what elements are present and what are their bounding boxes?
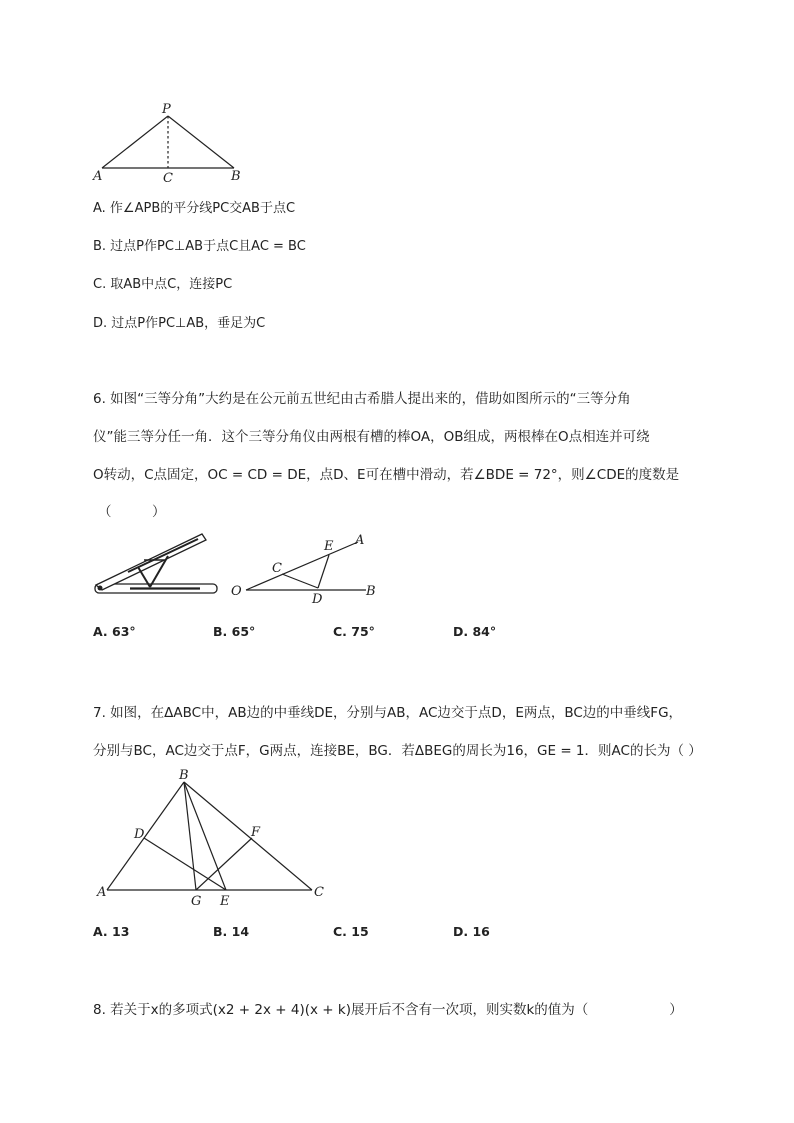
q6-option-b: B. 65° [213, 624, 256, 639]
q6-stem-line-3: O转动，C点固定，OC = CD = DE，点D、E可在槽中滑动，若∠BDE = 72°，则∠CDE的度数是 [93, 467, 680, 483]
q6-ray-oa [246, 542, 358, 590]
q6-answer-blank: （ ） [98, 504, 166, 520]
q5-option-b: B. 过点P作PC⊥AB于点C且AC = BC [93, 239, 306, 254]
q6-option-a: A. 63° [93, 624, 136, 639]
q7-triangle-figure [92, 766, 337, 911]
q5-option-c: C. 取AB中点C，连接PC [93, 277, 233, 292]
q7-segment-fg [196, 838, 252, 890]
q6-option-d: D. 84° [453, 624, 497, 639]
q7-label-b: B [179, 768, 189, 783]
q6-label-e: E [324, 539, 334, 554]
q5-label-c: C [163, 171, 173, 185]
q7-option-d: D. 16 [453, 924, 490, 939]
q6-stem-line-1: 6. 如图“三等分角”大约是在公元前五世纪由古希腊人提出来的，借助如图所示的“三等分角 [93, 391, 631, 407]
q7-label-f: F [251, 825, 261, 840]
q6-option-c: C. 75° [333, 624, 375, 639]
q5-triangle-figure [88, 100, 248, 185]
q6-angle-diagram [228, 530, 388, 605]
q6-segment-de [318, 555, 329, 588]
q6-label-o: O [231, 584, 242, 599]
q6-stem-line-2: 仪”能三等分任一角．这个三等分角仪由两根有槽的棒OA，OB组成，两根棒在O点相连并可绕 [93, 429, 650, 445]
q5-option-d: D. 过点P作PC⊥AB，垂足为C [93, 316, 266, 331]
q7-stem-line-2: 分别与BC，AC边交于点F，G两点，连接BE，BG．若ΔBEG的周长为16，GE = 1．则AC的长为（ ） [93, 743, 702, 759]
q5-label-p: P [162, 102, 171, 117]
q7-side-bc [184, 782, 312, 890]
q6-segment-cd [282, 574, 318, 588]
q7-label-g: G [191, 894, 202, 909]
q7-label-e: E [220, 894, 230, 909]
q5-label-a: A [93, 169, 103, 184]
q6-label-c: C [272, 561, 282, 576]
q5-option-a: A. 作∠APB的平分线PC交AB于点C [93, 201, 296, 216]
q5-label-b: B [231, 169, 241, 184]
q6-device-pivot [98, 586, 103, 591]
q7-segment-de [144, 838, 226, 890]
q6-label-d: D [312, 592, 323, 605]
q7-option-b: B. 14 [213, 924, 250, 939]
q7-option-c: C. 15 [333, 924, 369, 939]
q7-label-c: C [314, 885, 324, 900]
q6-label-b: B [366, 584, 376, 599]
q7-side-ab [107, 782, 184, 890]
q5-segment-pa [102, 116, 168, 168]
q6-label-a: A [355, 533, 365, 548]
q6-trisector-device-illustration [90, 530, 225, 600]
q5-segment-pb [168, 116, 234, 168]
q7-option-a: A. 13 [93, 924, 130, 939]
q8-stem-line: 8. 若关于x的多项式(x2 + 2x + 4)(x + k)展开后不含有一次项，则实数k的值为（ ） [93, 1002, 683, 1018]
q7-label-d: D [134, 827, 145, 842]
q7-label-a: A [97, 885, 107, 900]
q7-stem-line-1: 7. 如图，在ΔABC中，AB边的中垂线DE，分别与AB，AC边交于点D，E两点，BC边的中垂线FG， [93, 705, 683, 721]
